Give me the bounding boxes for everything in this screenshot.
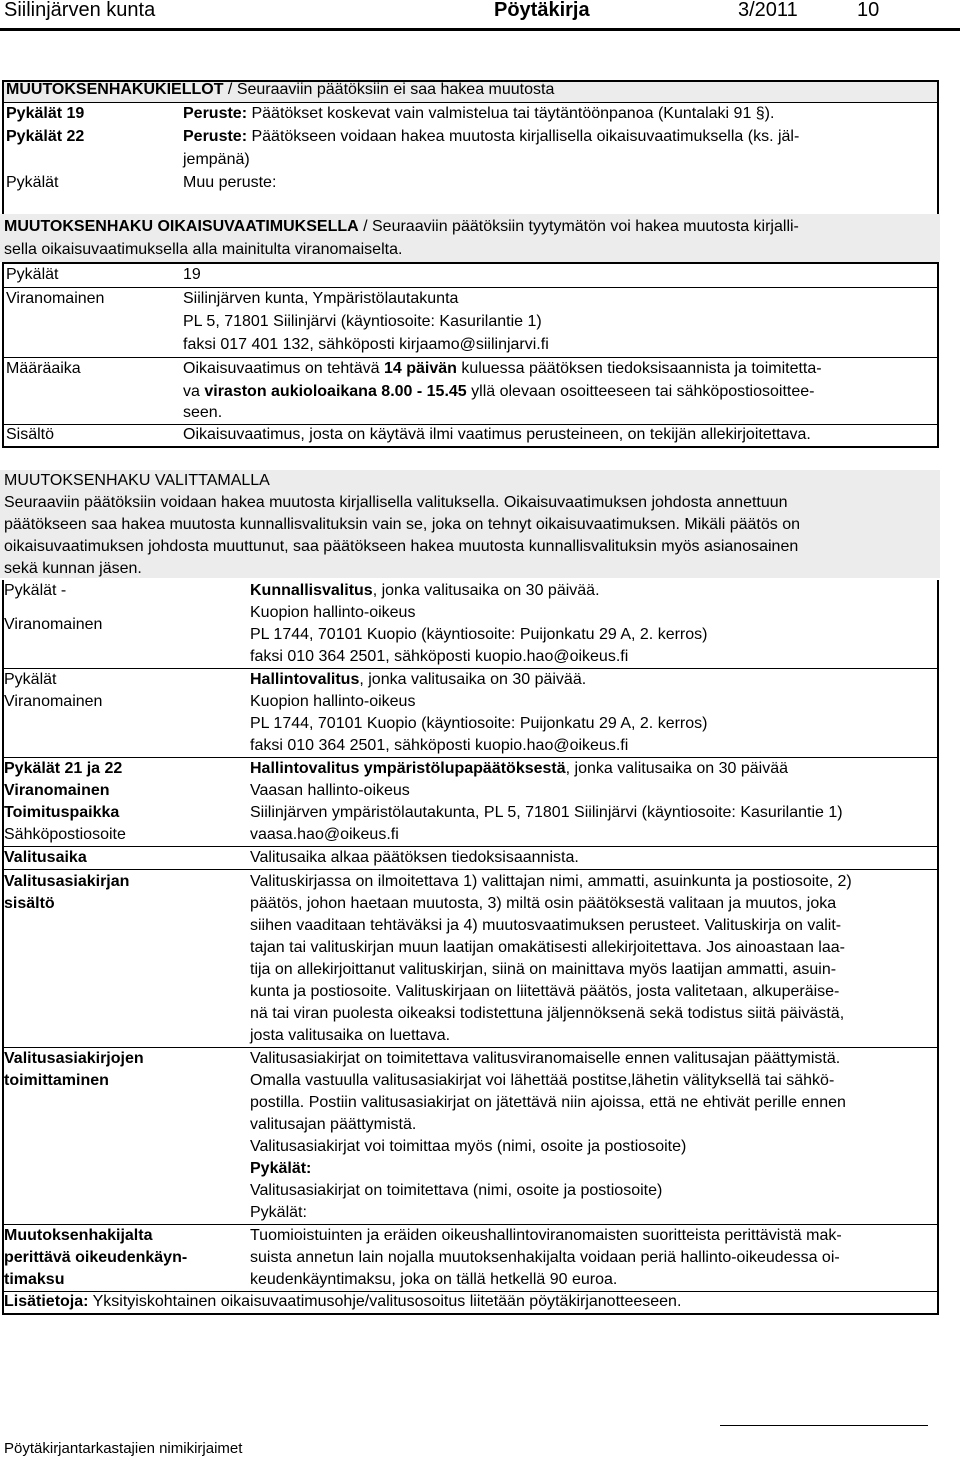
k-line2: PL 1744, 70101 Kuopio (käyntiosoite: Puijonkatu 29 A, 2. kerros) (250, 626, 708, 643)
lisatietoja-text: Yksityiskohtainen oikaisuvaatimusohje/valitusosoitus liitetään pöytäkirjanotteeseen. (88, 1293, 682, 1310)
kielto-title (6, 79, 554, 101)
valitus-intro-line2: päätökseen saa hakea muutosta kunnallisvalituksin vain se, joka on tehnyt oikaisuvaatimuksen. Mikäli päätös on (4, 516, 801, 533)
oikaisu-title-rest: / Seuraaviin päätöksiin tyytymätön voi hakea muutosta kirjalli- (358, 218, 799, 235)
toim-label-2: toimittaminen (4, 1072, 109, 1089)
header-municipality: Siilinjärven kunta (4, 0, 156, 21)
maksu-label-1: Muutoksenhakijalta (4, 1227, 153, 1244)
sisalto-line3: siihen vaaditaan tehtäväksi ja 4) muutosvaatimuksen perusteet. Valituskirja on valit- (250, 917, 842, 934)
y-line3: vaasa.hao@oikeus.fi (250, 826, 399, 843)
kielto-row3-label: Pykälät (6, 174, 59, 191)
oikaisu-pykalat-rule (2, 287, 939, 288)
y-label-viranomainen: Viranomainen (4, 782, 110, 799)
sisalto-label-1: Valitusasiakirjan (4, 873, 130, 890)
kielto-row3-text: Muu peruste: (183, 174, 277, 191)
y-line2: Siilinjärven ympäristölautakunta, PL 5, 71801 Siilinjärvi (käyntiosoite: Kasurilantie 1) (250, 804, 843, 821)
oikaisu-maaraaika-line2 (183, 381, 814, 403)
sisalto-line7: nä tai viran puolesta oikeaksi todistettuna jäljennöksenä sekä todistus siitä päivästä, (250, 1005, 845, 1022)
header-page-number: 10 (857, 0, 880, 21)
toim-pykalat-2: Pykälät: (250, 1204, 307, 1221)
sisalto-line8: josta valitusaika on luettava. (250, 1027, 451, 1044)
oikaisu-maaraaika-c: kuluessa päätöksen tiedoksisaannista ja toimitetta- (456, 360, 822, 377)
maksu-label-3: timaksu (4, 1271, 65, 1288)
valitusaika-label: Valitusaika (4, 849, 87, 866)
oikaisu-maaraaika-e: viraston aukioloaikana 8.00 - 15.45 (204, 383, 467, 400)
k-line1: Kuopion hallinto-oikeus (250, 604, 416, 621)
h-title-bold: Hallintovalitus (250, 671, 360, 688)
y-line1: Vaasan hallinto-oikeus (250, 782, 410, 799)
k-label-pykalat: Pykälät - (4, 582, 67, 599)
y-title-rest: , jonka valitusaika on 30 päivää (565, 760, 789, 777)
kielto-row2-cont: jempänä) (183, 151, 250, 168)
oikaisu-pykalat-label: Pykälät (6, 266, 59, 283)
oikaisu-title-line2: sella oikaisuvaatimuksella alla mainitulta viranomaiselta. (4, 241, 403, 258)
k-title-bold: Kunnallisvalitus (250, 582, 373, 599)
h-label-pykalat: Pykälät (4, 671, 57, 688)
kielto-row2-bold: Peruste: (183, 128, 248, 145)
header-rule (0, 28, 960, 31)
toim-line1: Valitusasiakirjat on toimitettava valitusviranomaiselle ennen valitusajan päättymistä. (250, 1050, 841, 1067)
kielto-row2-text (183, 126, 799, 148)
oikaisu-maaraaika-f: yllä olevaan osoitteeseen tai sähköpostiosoittee- (466, 383, 815, 400)
header-doc-type: Pöytäkirja (494, 0, 590, 21)
valitus-intro-line1: Seuraaviin päätöksiin voidaan hakea muutosta kirjallisella valituksella. Oikaisuvaatimuksen johdosta annettuun (4, 494, 788, 511)
y-label-toimituspaikka: Toimituspaikka (4, 804, 120, 821)
kielto-title-rest: / Seuraaviin päätöksiin ei saa hakea muutosta (223, 81, 555, 98)
oikaisu-viranomainen-label: Viranomainen (6, 290, 105, 307)
signature-line (720, 1425, 928, 1426)
oikaisu-viranomainen-line1: Siilinjärven kunta, Ympäristölautakunta (183, 290, 459, 307)
kielto-row2-label: Pykälät 22 (6, 128, 85, 145)
h-label-viranomainen: Viranomainen (4, 693, 103, 710)
kielto-row1-text (183, 103, 774, 125)
header-doc-number: 3/2011 (738, 0, 798, 21)
sisalto-line5: tija on allekirjoittanut valituskirjan, siinä on mainittava myös laatijan ammatti, asuin- (250, 961, 837, 978)
oikaisu-maaraaika-line3: seen. (183, 404, 223, 421)
oikaisu-viranomainen-line2: PL 5, 71801 Siilinjärvi (käyntiosoite: Kasurilantie 1) (183, 313, 542, 330)
sisalto-line4: tajan tai valituskirjan muun laatijan omakätisesti allekirjoitettava. Jos ainoastaan laa- (250, 939, 845, 956)
oikaisu-title-line1 (4, 216, 799, 238)
sisalto-label-2: sisältö (4, 895, 55, 912)
sisalto-line1: Valituskirjassa on ilmoitettava 1) valittajan nimi, ammatti, asuinkunta ja postiosoite, 2) (250, 873, 852, 890)
maksu-line2: suista annetun lain nojalla muutoksenhakijalta voidaan periä hallinto-oikeudessa oi- (250, 1249, 840, 1266)
y-label-pykalat: Pykälät 21 ja 22 (4, 760, 123, 777)
k-title-rest: , jonka valitusaika on 30 päivää. (372, 582, 600, 599)
valitus-intro-line3: oikaisuvaatimuksen johdosta muuttunut, saa päätökseen hakea muutosta kunnallisvalituksin myös asianosainen (4, 538, 799, 555)
oikaisu-pykalat-value: 19 (183, 266, 201, 283)
maksu-line3: keudenkäyntimaksu, joka on tällä hetkellä 90 euroa. (250, 1271, 618, 1288)
h-line1: Kuopion hallinto-oikeus (250, 693, 416, 710)
oikaisu-sisalto-text: Oikaisuvaatimus, josta on käytävä ilmi vaatimus perusteineen, on tekijän allekirjoitettava. (183, 426, 811, 443)
kielto-row2-rest: Päätökseen voidaan hakea muutosta kirjallisella oikaisuvaatimuksella (ks. jäl- (247, 128, 800, 145)
toim-line2: Omalla vastuulla valitusasiakirjat voi lähettää postitse,lähetin välityksellä tai sähkö- (250, 1072, 835, 1089)
valitusaika-text: Valitusaika alkaa päätöksen tiedoksisaannista. (250, 849, 579, 866)
footer-signature-label: Pöytäkirjantarkastajien nimikirjaimet (4, 1440, 243, 1457)
oikaisu-sisalto-label: Sisältö (6, 426, 55, 443)
h-line2: PL 1744, 70101 Kuopio (käyntiosoite: Puijonkatu 29 A, 2. kerros) (250, 715, 708, 732)
kielto-title-bold: MUUTOKSENHAKUKIELLOT (6, 81, 224, 98)
lisatietoja-bold: Lisätietoja: (4, 1293, 89, 1310)
toim-line5: Valitusasiakirjat voi toimittaa myös (nimi, osoite ja postiosoite) (250, 1138, 687, 1155)
valitus-intro-line4: sekä kunnan jäsen. (4, 560, 142, 577)
sisalto-line2: päätös, johon haetaan muutosta, 3) miltä osin päätöksestä valitaan ja muutos, joka (250, 895, 837, 912)
toim-label-1: Valitusasiakirjojen (4, 1050, 144, 1067)
kielto-row1-label: Pykälät 19 (6, 105, 85, 122)
y-title-bold: Hallintovalitus ympäristölupapäätöksestä (250, 760, 566, 777)
h-title-rest: , jonka valitusaika on 30 päivää. (359, 671, 587, 688)
oikaisu-maaraaika-line1 (183, 358, 822, 380)
kielto-row1-bold: Peruste: (183, 105, 248, 122)
toim-line6: Valitusasiakirjat on toimitettava (nimi, osoite ja postiosoite) (250, 1182, 663, 1199)
valitus-box (2, 580, 939, 1315)
toim-line3: postilla. Postiin valitusasiakirjat on jätettävä niin ajoissa, että ne ehtivät perille ennen (250, 1094, 846, 1111)
sisalto-line6: kunta ja postiosoite. Valituskirjaan on liitettävä päätös, josta valitetaan, alkuperäise- (250, 983, 840, 1000)
kielto-row1-rest: Päätökset koskevat vain valmistelua tai täytäntöönpanoa (Kuntalaki 91 §). (247, 105, 775, 122)
oikaisu-maaraaika-b: 14 päivän (384, 360, 457, 377)
maksu-line1: Tuomioistuinten ja eräiden oikeushallintoviranomaisten suoritteista perittävistä mak- (250, 1227, 842, 1244)
oikaisu-viranomainen-line3: faksi 017 401 132, sähköposti kirjaamo@siilinjarvi.fi (183, 336, 549, 353)
oikaisu-maaraaika-a: Oikaisuvaatimus on tehtävä (183, 360, 384, 377)
h-line3: faksi 010 364 2501, sähköposti kuopio.hao@oikeus.fi (250, 737, 629, 754)
maksu-label-2: perittävä oikeudenkäyn- (4, 1249, 188, 1266)
toim-line4: valitusajan päättymistä. (250, 1116, 417, 1133)
k-label-viranomainen: Viranomainen (4, 616, 103, 633)
oikaisu-maaraaika-label: Määräaika (6, 360, 81, 377)
oikaisu-title-bold: MUUTOKSENHAKU OIKAISUVAATIMUKSELLA (4, 218, 359, 235)
oikaisu-maaraaika-d: va (183, 383, 205, 400)
toim-pykalat-1: Pykälät: (250, 1160, 312, 1177)
k-line3: faksi 010 364 2501, sähköposti kuopio.hao@oikeus.fi (250, 648, 629, 665)
y-label-sahkoposti: Sähköpostiosoite (4, 826, 126, 843)
valitus-title: MUUTOKSENHAKU VALITTAMALLA (4, 472, 270, 489)
